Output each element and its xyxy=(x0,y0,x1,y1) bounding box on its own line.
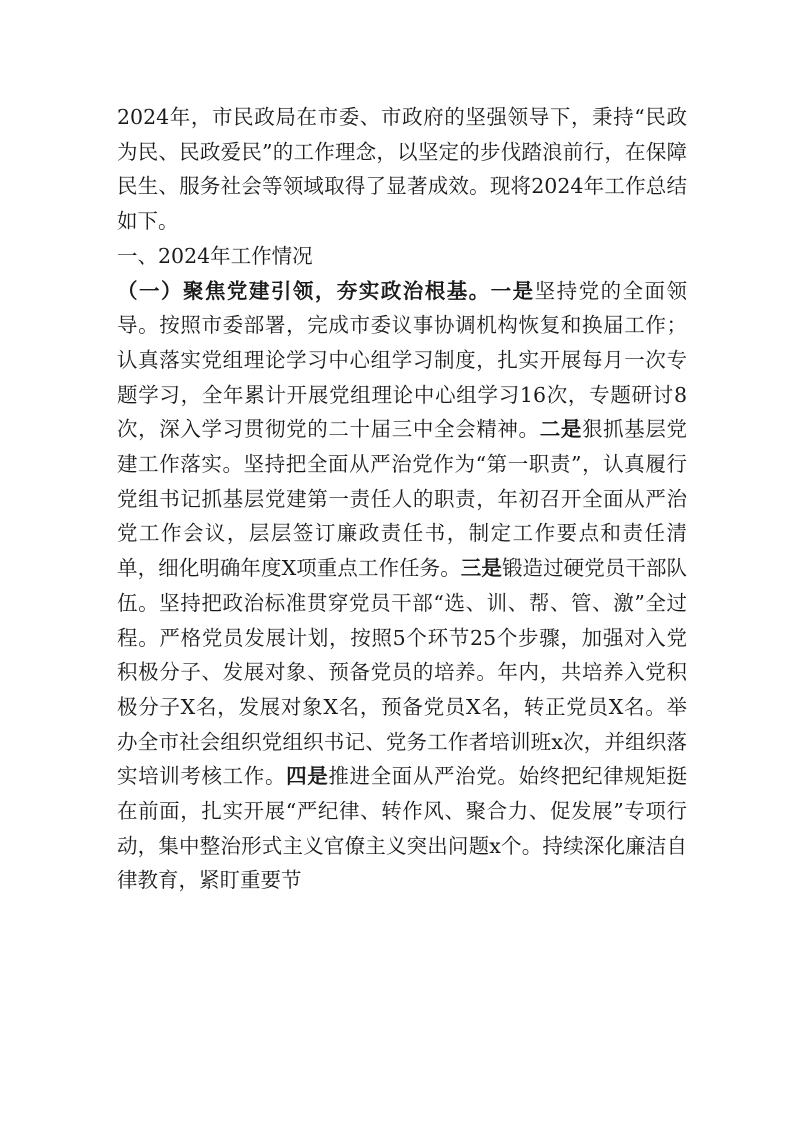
point-label-2: 二是 xyxy=(539,417,582,442)
intro-paragraph xyxy=(117,100,687,239)
document-body xyxy=(117,100,687,898)
section-heading xyxy=(117,239,687,274)
section-heading-text: 一、2024年工作情况 xyxy=(117,243,313,268)
intro-text: 2024年，市民政局在市委、市政府的坚强领导下，秉持“民政为民、民政爱民”的工作理念，以坚定的步伐踏浪前行，在保障民生、服务社会等领域取得了显著成效。现将2024年工作总结如下。 xyxy=(117,105,687,234)
point-text-1: 坚持党的全面领导。按照市委部署，完成市委议事协调机构恢复和换届工作；认真落实党组理论学习中心组学习制度，扎实开展每月一次专题学习，全年累计开展党组理论中心组学习16次，专题研讨8次，深入学习贯彻党的二十届三中全会精神。 xyxy=(117,278,688,442)
point-text-2: 狠抓基层党建工作落实。坚持把全面从严治党作为“第一职责”，认真履行党组书记抓基层党建第一责任人的职责，年初召开全面从严治党工作会议，层层签订廉政责任书，制定工作要点和责任清单，细化明确年度X项重点工作任务。 xyxy=(117,417,688,581)
point-text-3: 锻造过硬党员干部队伍。坚持把政治标准贯穿党员干部“选、训、帮、管、激”全过程。严格党员发展计划，按照5个环节25个步骤，加强对入党积极分子、发展对象、预备党员的培养。年内，共培养入党积极分子X名，发展对象X名，预备党员X名，转正党员X名。举办全市社会组织党组织书记、党务工作者培训班x次，并组织落实培训考核工作。 xyxy=(117,556,688,789)
section-paragraph xyxy=(117,274,687,899)
paragraph-lead: （一）聚焦党建引领，夯实政治根基。 xyxy=(117,278,491,303)
point-label-4: 四是 xyxy=(286,764,329,789)
point-label-3: 三是 xyxy=(460,556,502,581)
point-text-4: 推进全面从严治党。始终把纪律规矩挺在前面，扎实开展“严纪律、转作风、聚合力、促发展”专项行动，集中整治形式主义官僚主义突出问题x个。持续深化廉洁自律教育，紧盯重要节 xyxy=(117,764,688,893)
point-label-1: 一是 xyxy=(490,278,535,303)
